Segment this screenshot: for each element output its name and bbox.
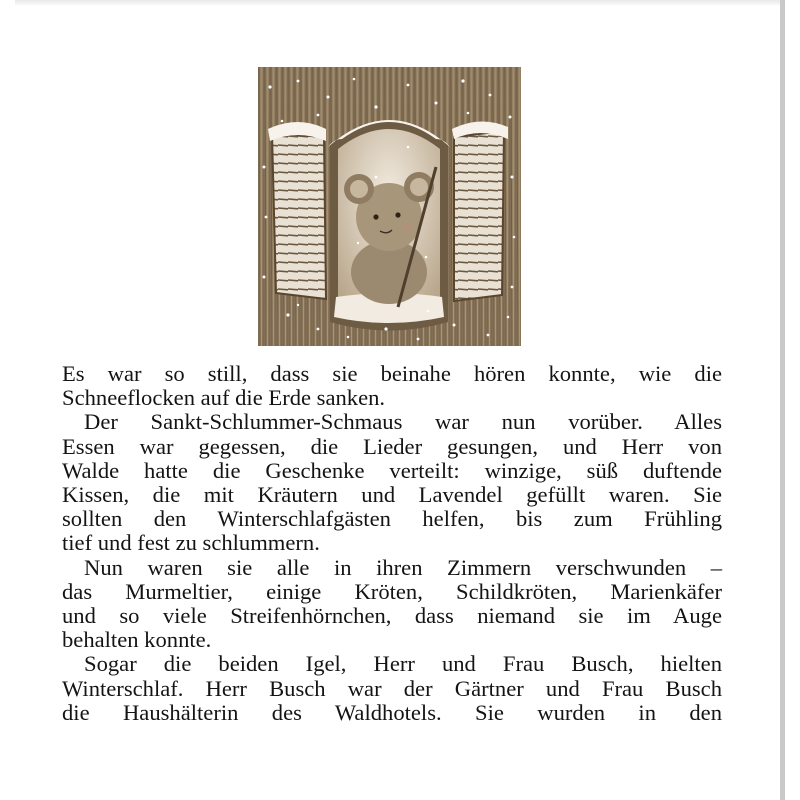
text-line: und so viele Streifenhörnchen, dass niemand sie im Auge <box>62 603 722 629</box>
page-top-shadow <box>15 0 780 6</box>
paragraph-2 <box>62 410 722 555</box>
text-line: Essen war gegessen, die Lieder gesungen, und Herr von <box>62 433 722 459</box>
text-line: Nun waren sie alle in ihren Zimmern verschwunden – <box>84 554 722 580</box>
paragraph-1 <box>62 362 722 410</box>
text-line: die Haushälterin des Waldhotels. Sie wurden in den <box>62 699 722 725</box>
text-line: Winterschlaf. Herr Busch war der Gärtner und Frau Busch <box>62 675 722 701</box>
text-line: Kissen, die mit Kräutern und Lavendel gefüllt waren. Sie <box>62 482 722 508</box>
text-line: tief und fest zu schlummern. <box>62 530 320 556</box>
text-line: Es war so still, dass sie beinahe hören konnte, wie die <box>62 361 722 386</box>
text-line: sollten den Winterschlafgästen helfen, bis zum Frühling <box>62 506 722 532</box>
text-line: Der Sankt-Schlummer-Schmaus war nun vorüber. Alles <box>84 409 722 435</box>
text-line: das Murmeltier, einige Kröten, Schildkröten, Marienkäfer <box>62 578 722 604</box>
paragraph-4 <box>62 652 722 725</box>
text-line: Schneeflocken auf die Erde sanken. <box>62 385 386 411</box>
paragraph-3 <box>62 556 722 653</box>
illustration-drawing <box>258 67 521 346</box>
text-line: Sogar die beiden Igel, Herr und Frau Busch, hielten <box>84 651 722 677</box>
text-line: Walde hatte die Geschenke verteilt: winzige, süß duftende <box>62 457 722 483</box>
story-text <box>62 362 722 725</box>
text-line: behalten konnte. <box>62 627 212 653</box>
mouse-at-window-illustration <box>258 67 521 346</box>
page-edge-divider <box>780 0 785 800</box>
